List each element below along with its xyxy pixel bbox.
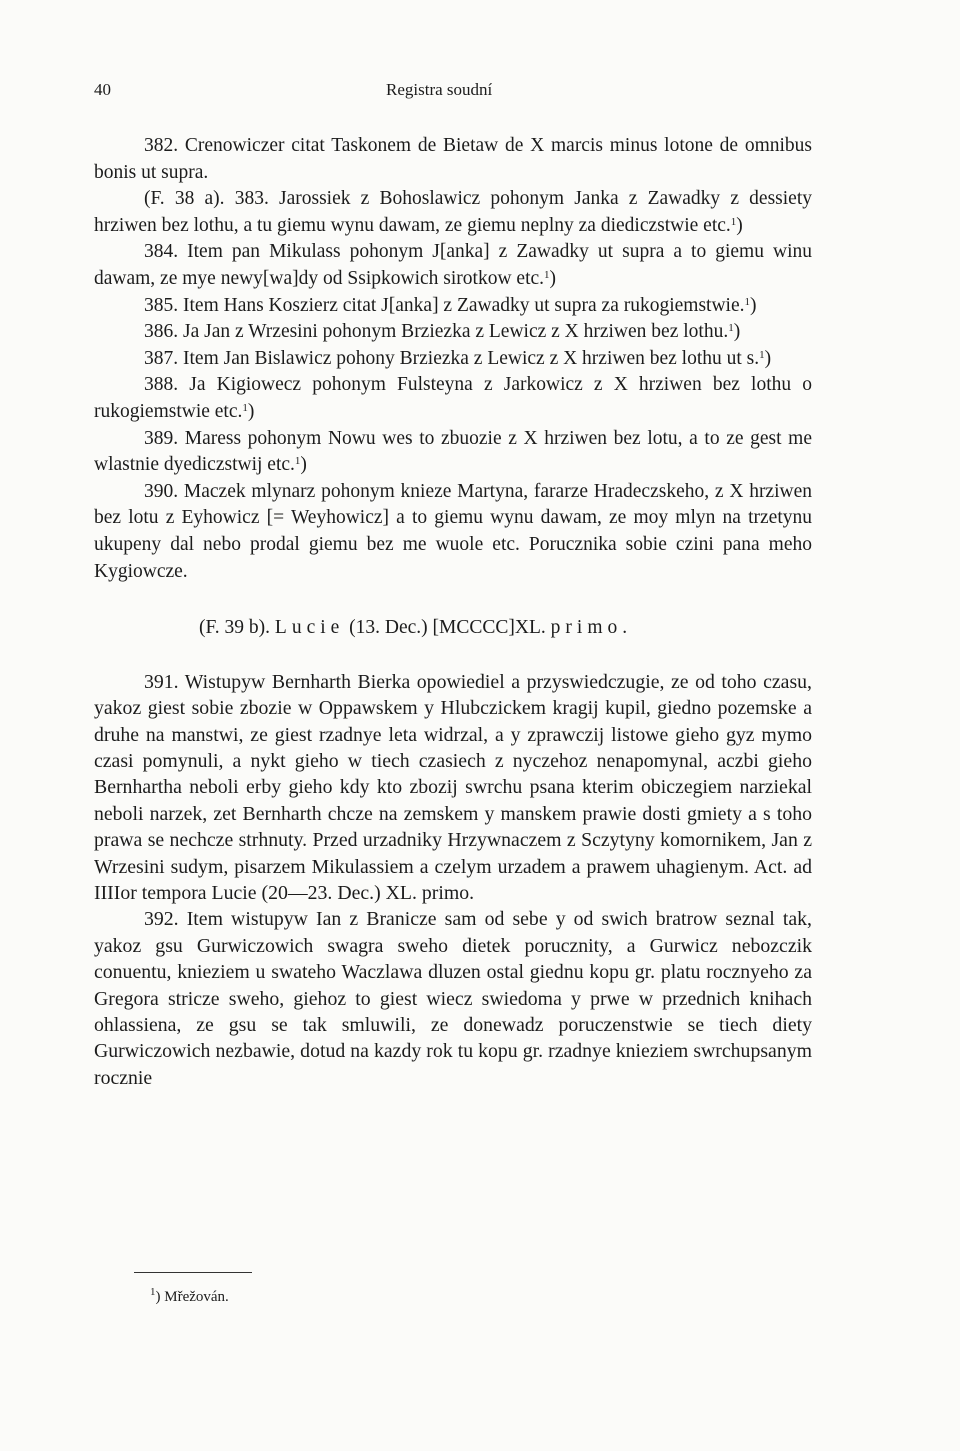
entry-386: 386. Ja Jan z Wrzesini pohonym Brziezka z Lewicz z X hrziwen bez lothu.$^1$) xyxy=(144,321,741,343)
footnote-rule xyxy=(134,1272,252,1273)
entry-388: 388. Ja Kigiowecz pohonym Fulsteyna z Jarkowicz z X hrziwen bez lothu o rukogiemstwie etc.$^1$) xyxy=(94,374,812,422)
footnote-ref: 1 xyxy=(294,455,301,468)
entry-392: 392. Item wistupyw Ian z Branicze sam od sebe y od swich bratrow seznal tak, yakoz gsu Gurwiczowich swagra sweho dietek porucznity, a Gurwicz nebozczik conuentu, knieziem u swateho Waczlawa dluzen ostal giednu kopu gr. platu rocznyeho za Gregora stricze sweho, giehoz to giest wiecz swiedoma y prwe w przednich knihach ohlassiena, ze gsu se tak smluwili, ze donewadz poruczenstwie se tiech diety Gurwiczowich nezbawie, dotud na kazdy rok tu kopu gr. rzadnye knieziem swrchupsanym rocznie xyxy=(94,908,812,1089)
entry-391: 391. Wistupyw Bernharth Bierka opowiediel a przyswiedczugie, ze od toho czasu, yakoz giest sobie zbozie w Oppawskem y Hlubczickem kragij kupil, giedno pozemske a druhe na manstwi, ze giest rzadnye leta widrzal, a y zprawczij listowe gieho gyz mymo czasi pomynuli, a nykt gieho w tiech czasiech z nyczehoz nenapomynal, aczbi gieho Bernhartha neboli erby gieho kdy kto zbozij swrchu psana kterim obiczegiem narziekal neboli narzek, zet Bernharth chcze na zemskem y manskem prawie dosti gmiety a s toho prawa se nechcze strhnuty. Przed urzadniky Hrzywnaczem z Sczytyny komornikem, Jan z Wrzesini sudym, pisarzem Mikulassiem a czelym urzadem a prawem uhagienym. Act. ad IIIIor tempora Lucie (20—23. Dec.) XL. primo. xyxy=(94,670,812,904)
footnote-ref: 1 xyxy=(728,322,734,335)
entry-387: 387. Item Jan Bislawicz pohony Brziezka z Lewicz z X hrziwen bez lothu ut s.$^1$) xyxy=(144,347,772,369)
entry-382: 382. Crenowiczer citat Taskonem de Bietaw de X marcis minus lotone de omnibus bonis ut supra. xyxy=(94,135,812,183)
entry-390: 390. Maczek mlynarz pohonym knieze Martyna, fararze Hradeczskeho, z X hrziwen bez lotu z Eyhowicz [= Weyhowicz] a to giemu wynu dawam, ze moy mlyn na trzetynu ukupeny dal nebo prodal giemu bez me wuole etc. Porucznika sobie czini pana meho Kygiowcze. xyxy=(94,480,812,582)
entry-385: 385. Item Hans Koszierz citat J[anka] z Zawadky ut supra za rukogiemstwie.$^1$) xyxy=(144,294,757,316)
footnote: $^1$) Mřežován. xyxy=(150,1286,229,1305)
entry-389: 389. Maress pohonym Nowu wes to zbuozie z X hrziwen bez lotu, a to ze gest me wlastnie dyediczstwij etc.$^1$) xyxy=(94,427,812,476)
section-saint-name: Lucie xyxy=(274,617,345,639)
footnote-ref: 1 xyxy=(744,295,751,308)
entry-383: (F. 38 a). 383. Jarossiek z Bohoslawicz pohonym Janka z Zawadky z dessiety hrziwen bez lothu, a tu giemu wynu dawam, ze giemu neplny za diediczstwie etc.$^1$) xyxy=(94,188,812,236)
footnote-ref: 1 xyxy=(730,215,737,228)
entry-384: 384. Item pan Mikulass pohonym J[anka] z Zawadky ut supra a to giemu winu dawam, ze mye newy[wa]dy od Ssipkowich sirotkow etc.$^1$) xyxy=(94,241,812,289)
section-heading: (F. 39 b). Lucie (13. Dec.) [MCCCC]XL. primo. xyxy=(199,617,633,639)
running-title: Registra soudní xyxy=(386,80,493,99)
footnote-ref: 1 xyxy=(242,401,248,414)
page-body xyxy=(94,133,812,1091)
footnote-ref: 1 xyxy=(544,268,550,281)
lower-entries xyxy=(94,669,812,1092)
footnote-ref: 1 xyxy=(759,348,765,361)
page-number: 40 xyxy=(94,80,111,99)
